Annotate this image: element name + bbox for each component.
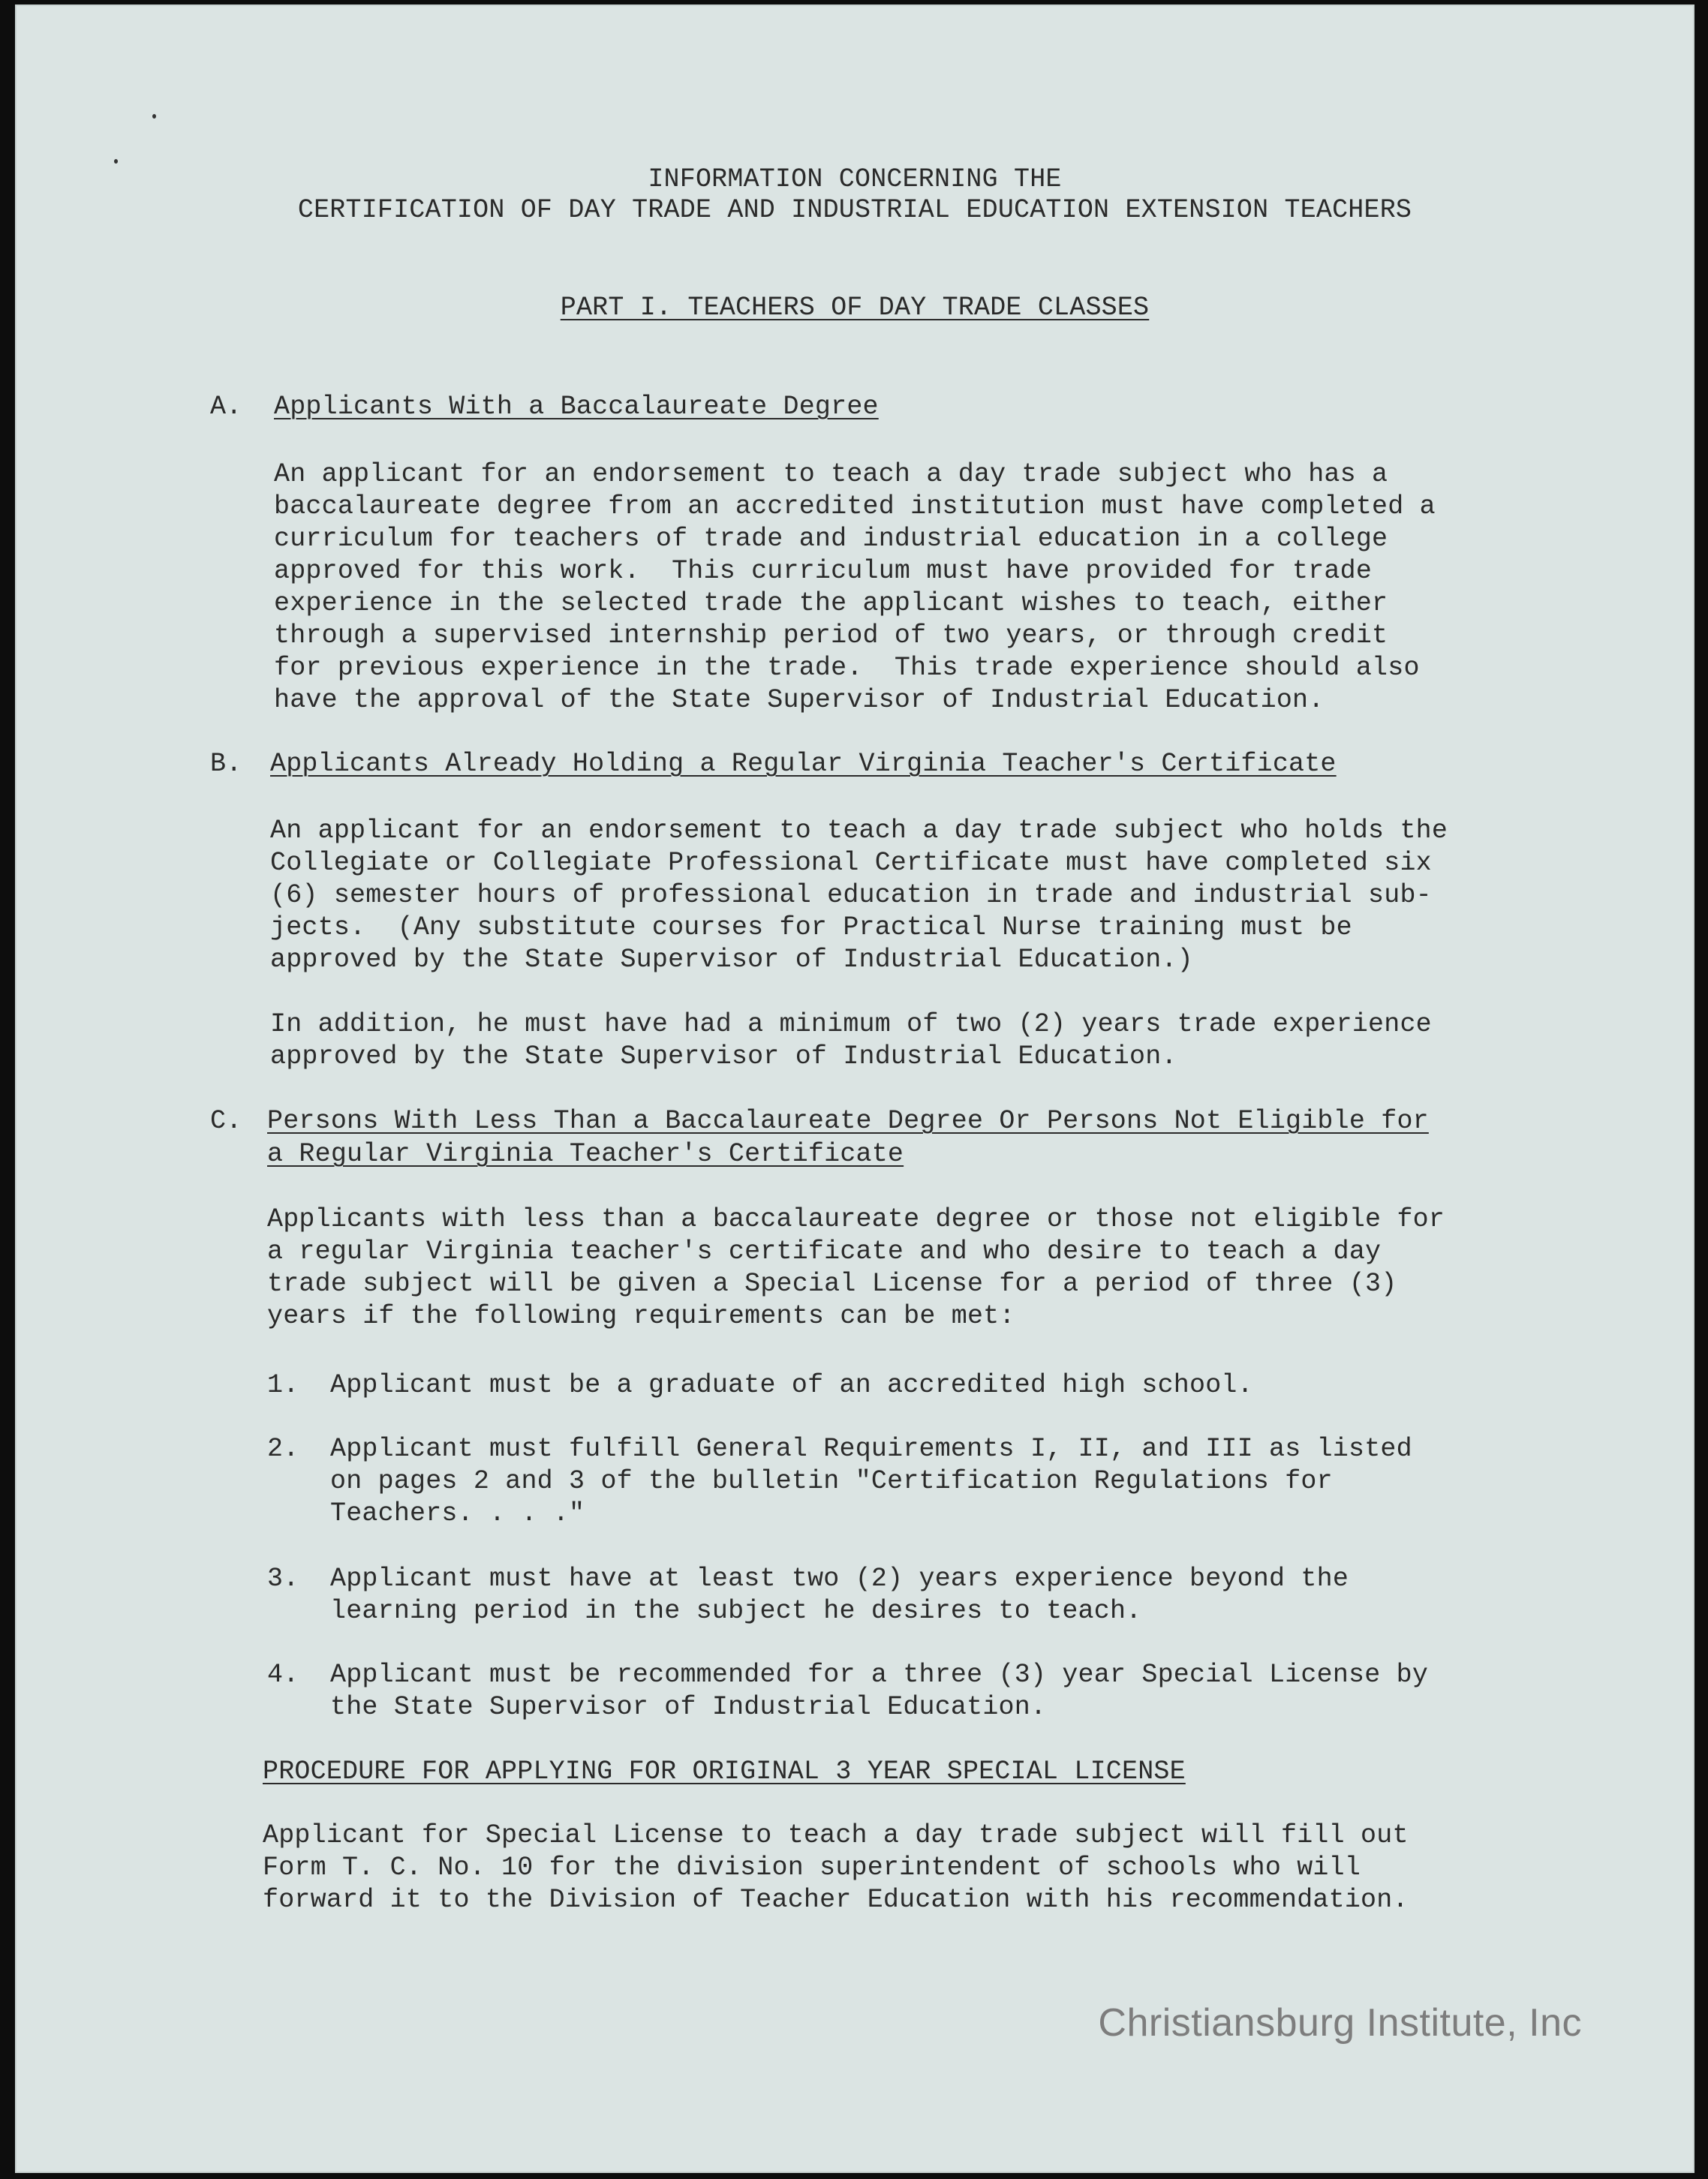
list-item-text: Applicant must have at least two (2) years experience beyond the learning period in the subject he desires to teach. [330,1564,1349,1626]
section-a-marker: A. [210,392,242,422]
procedure-body: Applicant for Special License to teach a day trade subject will fill out Form T. C. No. 10 for the division superintendent of schools who will forward it to the Division of Teacher Education with his recommendation. [263,1820,1409,1915]
section-c-heading-line-1: Persons With Less Than a Baccalaureate Degree Or Persons Not Eligible for [267,1106,1429,1136]
list-item-number: 2. [267,1434,299,1464]
section-c-marker: C. [210,1106,242,1136]
header-line-1: INFORMATION CONCERNING THE [648,164,1062,194]
list-item-text: Applicant must fulfill General Requirements I, II, and III as listed on pages 2 and 3 of the bulletin "Certification Regulations for Teachers. . . ." [330,1434,1412,1528]
document-body [15,5,1694,2173]
list-item-text: Applicant must be a graduate of an accredited high school. [330,1370,1253,1400]
section-c-heading-line-2: a Regular Virginia Teacher's Certificate [267,1139,904,1169]
document-page [15,5,1694,2173]
section-b-body-2: In addition, he must have had a minimum of two (2) years trade experience approved by the State Supervisor of Industrial Education. [270,1009,1432,1071]
list-item-text: Applicant must be recommended for a three (3) year Special License by the State Supervisor of Industrial Education. [330,1660,1429,1722]
section-b-body-1: An applicant for an endorsement to teach a day trade subject who holds the Collegiate or Collegiate Professional Certificate must have completed six (6) semester hours of professional education in trade and industrial sub- jects. (Any substitute courses for Practical Nurse training must be approved by the State Supervisor of Industrial Education.) [270,816,1448,975]
list-item-number: 3. [267,1564,299,1594]
section-c-body: Applicants with less than a baccalaureate degree or those not eligible for a regular Virginia teacher's certificate and who desire to teach a day trade subject will be given a Special License for a period of three (3) years if the following requirements can be met: [267,1204,1445,1331]
part-title: PART I. TEACHERS OF DAY TRADE CLASSES [560,293,1150,323]
list-item-number: 1. [267,1370,299,1400]
watermark: Christiansburg Institute, Inc [1098,2001,1582,2045]
procedure-heading: PROCEDURE FOR APPLYING FOR ORIGINAL 3 YEAR SPECIAL LICENSE [263,1757,1186,1787]
section-b-heading: Applicants Already Holding a Regular Virginia Teacher's Certificate [270,749,1337,779]
header-line-2: CERTIFICATION OF DAY TRADE AND INDUSTRIAL EDUCATION EXTENSION TEACHERS [297,195,1412,225]
section-a-body: An applicant for an endorsement to teach a day trade subject who has a baccalaureate degree from an accredited institution must have completed a curriculum for teachers of trade and industrial education in a college approved for this work. This curriculum must have provided for trade experience in the selected trade the applicant wishes to teach, either through a supervised internship period of two years, or through credit for previous experience in the trade. This trade experience should also have the approval of the State Supervisor of Industrial Education. [274,459,1436,715]
section-b-marker: B. [210,749,242,779]
list-item-number: 4. [267,1660,299,1690]
section-a-heading: Applicants With a Baccalaureate Degree [274,392,879,422]
